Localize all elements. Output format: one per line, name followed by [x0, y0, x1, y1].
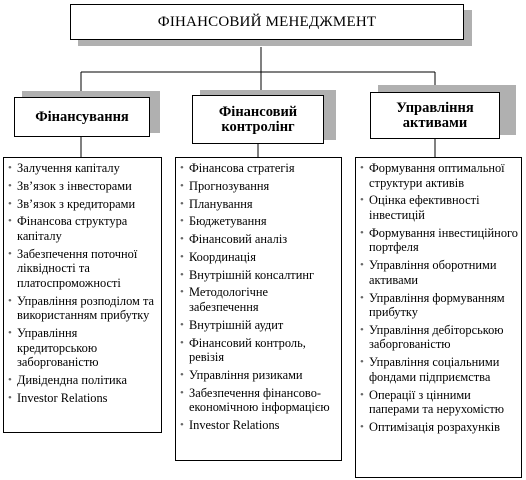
header-assets: Управління активами [396, 99, 474, 131]
header-box-controlling [192, 95, 324, 144]
list-item: • Фінансова структура капіталу [4, 214, 159, 243]
financing-list [3, 157, 162, 433]
list-item: • Прогнозування [176, 179, 339, 194]
list-item: • Внутрішній аудит [176, 318, 339, 333]
list-item: • Управління соціальними фондами підприємства [356, 355, 519, 384]
list-item: • Фінансовий аналіз [176, 232, 339, 247]
list-item: • Дивідендна політика [4, 373, 159, 388]
list-item: • Планування [176, 197, 339, 212]
list-item: • Управління розподілом та використанням прибутку [4, 294, 159, 323]
controlling-list [175, 157, 342, 461]
list-item: • Investor Relations [176, 418, 339, 433]
list-item: • Investor Relations [4, 391, 159, 406]
list-item: • Управління дебіторською заборгованістю [356, 323, 519, 352]
list-item: • Координація [176, 250, 339, 265]
list-item: • Забезпечення фінансово-економічною інформацією [176, 386, 339, 415]
header-box-financing [14, 97, 150, 137]
list-item: • Методологічне забезпечення [176, 285, 339, 314]
list-item: • Операції з цінними паперами та нерухомістю [356, 388, 519, 417]
list-item: • Бюджетування [176, 214, 339, 229]
list-item: • Управління кредиторською заборгованістю [4, 326, 159, 370]
list-item: • Оцінка ефективності інвестицій [356, 193, 519, 222]
list-item: • Зв’язок з кредиторами [4, 197, 159, 212]
list-item: • Оптимізація розрахунків [356, 420, 519, 435]
diagram-title: ФІНАНСОВИЙ МЕНЕДЖМЕНТ [157, 13, 377, 30]
list-item: • Фінансовий контроль, ревізія [176, 336, 339, 365]
list-item: • Формування оптимальної структури активів [356, 161, 519, 190]
list-item: • Управління формуванням прибутку [356, 291, 519, 320]
list-item: • Формування інвестиційного портфеля [356, 226, 519, 255]
list-item: • Забезпечення поточної ліквідності та платоспроможності [4, 247, 159, 291]
list-item: • Фінансова стратегія [176, 161, 339, 176]
header-financing: Фінансування [35, 108, 129, 125]
list-item: • Управління оборотними активами [356, 258, 519, 287]
assets-list [355, 157, 522, 478]
diagram-title-box [70, 4, 464, 40]
header-box-assets [370, 92, 500, 139]
list-item: • Зв’язок з інвесторами [4, 179, 159, 194]
list-item: • Внутрішній консалтинг [176, 268, 339, 283]
list-item: • Управління ризиками [176, 368, 339, 383]
header-controlling: Фінансовий контролінг [218, 103, 298, 135]
list-item: • Залучення капіталу [4, 161, 159, 176]
